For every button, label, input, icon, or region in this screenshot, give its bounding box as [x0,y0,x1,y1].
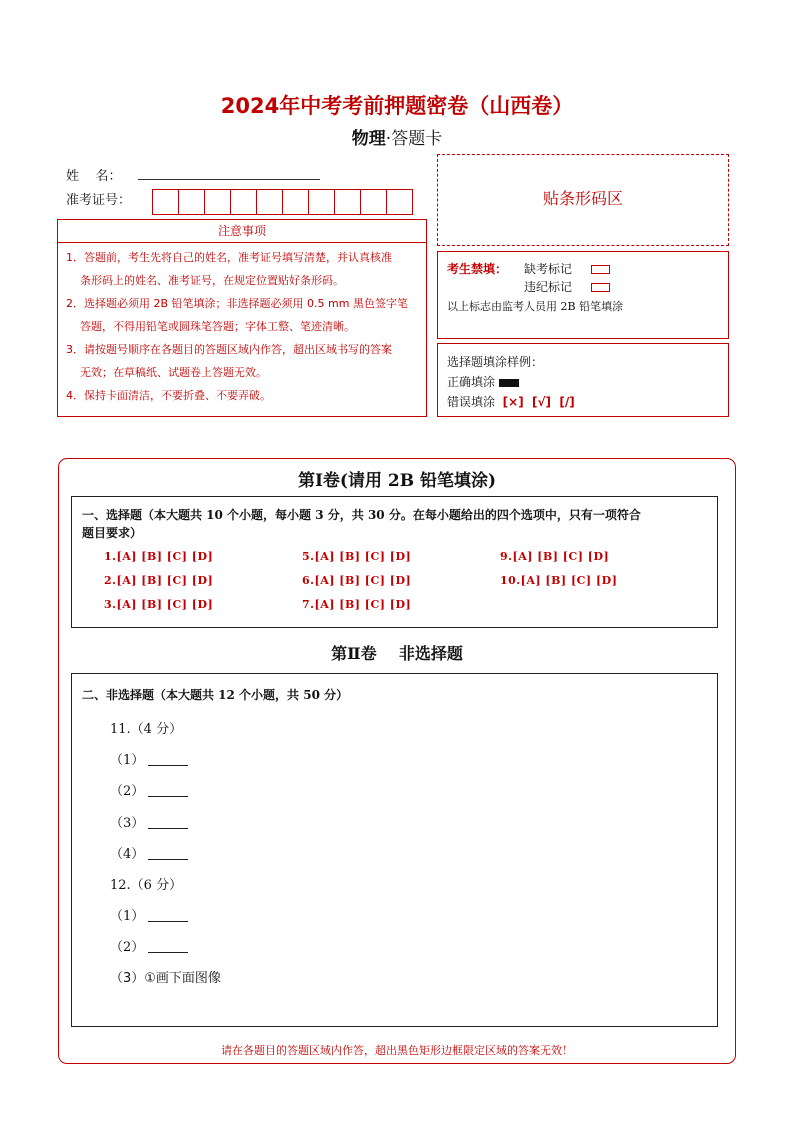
section1-title: 第Ⅰ卷(请用 2B 铅笔填涂) [297,471,497,491]
choice-question[interactable]: 2.[A] [B] [C] [D] [104,574,214,587]
filled-mark-icon [499,379,519,387]
wrong-fill-row: 错误填涂 [×] [√] [/] [447,395,575,409]
section2-title: 第Ⅱ卷 非选择题 [331,644,463,663]
name-label: 姓 名： [66,169,122,184]
absent-mark-row: 缺考标记 [524,260,610,277]
choice-question[interactable]: 10.[A] [B] [C] [D] [500,574,618,587]
id-digit-box[interactable] [308,189,335,215]
question-11: 11.（4 分） [110,722,183,737]
exam-subtitle [0,124,794,149]
nonchoice-section-box [71,673,718,1027]
footer-warning: 请在各题目的答题区域内作答，超出黑色矩形边框限定区域的答案无效！ [221,1044,573,1057]
notice-heading: 注意事项 [57,219,427,243]
notice-box [57,242,427,417]
q12-part3-prompt: （3）①画下面图像 [110,971,221,986]
restricted-label: 考生禁填： [447,262,508,276]
choice-question[interactable]: 7.[A] [B] [C] [D] [302,598,412,611]
absent-mark-box[interactable] [591,265,610,274]
id-digit-box[interactable] [152,189,179,215]
id-digit-box[interactable] [360,189,387,215]
name-field[interactable] [138,179,320,180]
id-digit-box[interactable] [256,189,283,215]
wrong-marks: [×] [√] [/] [502,395,575,409]
choice-section-box [71,496,718,628]
answer-line[interactable]: （2） [110,780,188,799]
choice-instructions: 一、选择题（本大题共 10 个小题，每小题 3 分，共 30 分。在每小题给出的四个选项中，只有一项符合 题目要求） [82,508,641,540]
fill-sample-box [437,343,729,417]
choice-question[interactable]: 1.[A] [B] [C] [D] [104,550,214,563]
choice-question[interactable]: 3.[A] [B] [C] [D] [104,598,214,611]
id-number-boxes[interactable] [152,189,412,215]
examinee-restricted-box [437,251,729,339]
violation-mark-box[interactable] [591,283,610,292]
violation-mark-row: 违纪标记 [524,278,610,295]
answer-line[interactable]: （2） [110,936,188,955]
notice-item: 1．答题前，考生先将自己的姓名，准考证号填写清楚，并认真核准 条形码上的姓名、准考证号，在规定位置贴好条形码。 [66,251,392,287]
question-12: 12.（6 分） [110,878,183,893]
id-digit-box[interactable] [230,189,257,215]
answer-line[interactable]: （1） [110,905,188,924]
notice-item: 2．选择题必须用 2B 铅笔填涂；非选择题必须用 0.5 mm 黑色签字笔 答题，不得用铅笔或圆珠笔答题；字体工整、笔迹清晰。 [66,297,408,333]
card-label: ·答题卡 [385,129,443,149]
id-digit-box[interactable] [282,189,309,215]
nonchoice-instructions: 二、非选择题（本大题共 12 个小题，共 50 分） [82,688,349,702]
id-digit-box[interactable] [386,189,413,215]
id-digit-box[interactable] [204,189,231,215]
id-digit-box[interactable] [334,189,361,215]
barcode-area[interactable]: 贴条形码区 [437,154,729,246]
notice-item: 3．请按题号顺序在各题目的答题区域内作答，超出区域书写的答案 无效；在草稿纸、试题卷上答题无效。 [66,343,392,379]
choice-question[interactable]: 6.[A] [B] [C] [D] [302,574,412,587]
sample-title: 选择题填涂样例： [447,355,544,369]
restricted-note: 以上标志由监考人员用 2B 铅笔填涂 [447,300,624,313]
answer-line[interactable]: （4） [110,843,188,862]
subject-label: 物理 [351,129,386,149]
choice-question[interactable]: 5.[A] [B] [C] [D] [302,550,412,563]
choice-question[interactable]: 9.[A] [B] [C] [D] [500,550,610,563]
correct-fill-row: 正确填涂 [447,373,519,390]
id-digit-box[interactable] [178,189,205,215]
exam-title: 2024年中考考前押题密卷（山西卷） [220,94,574,118]
notice-item: 4．保持卡面清洁，不要折叠、不要弄破。 [66,389,271,402]
answer-line[interactable]: （3） [110,812,188,831]
answer-line[interactable]: （1） [110,749,188,768]
id-label: 准考证号： [66,193,132,208]
